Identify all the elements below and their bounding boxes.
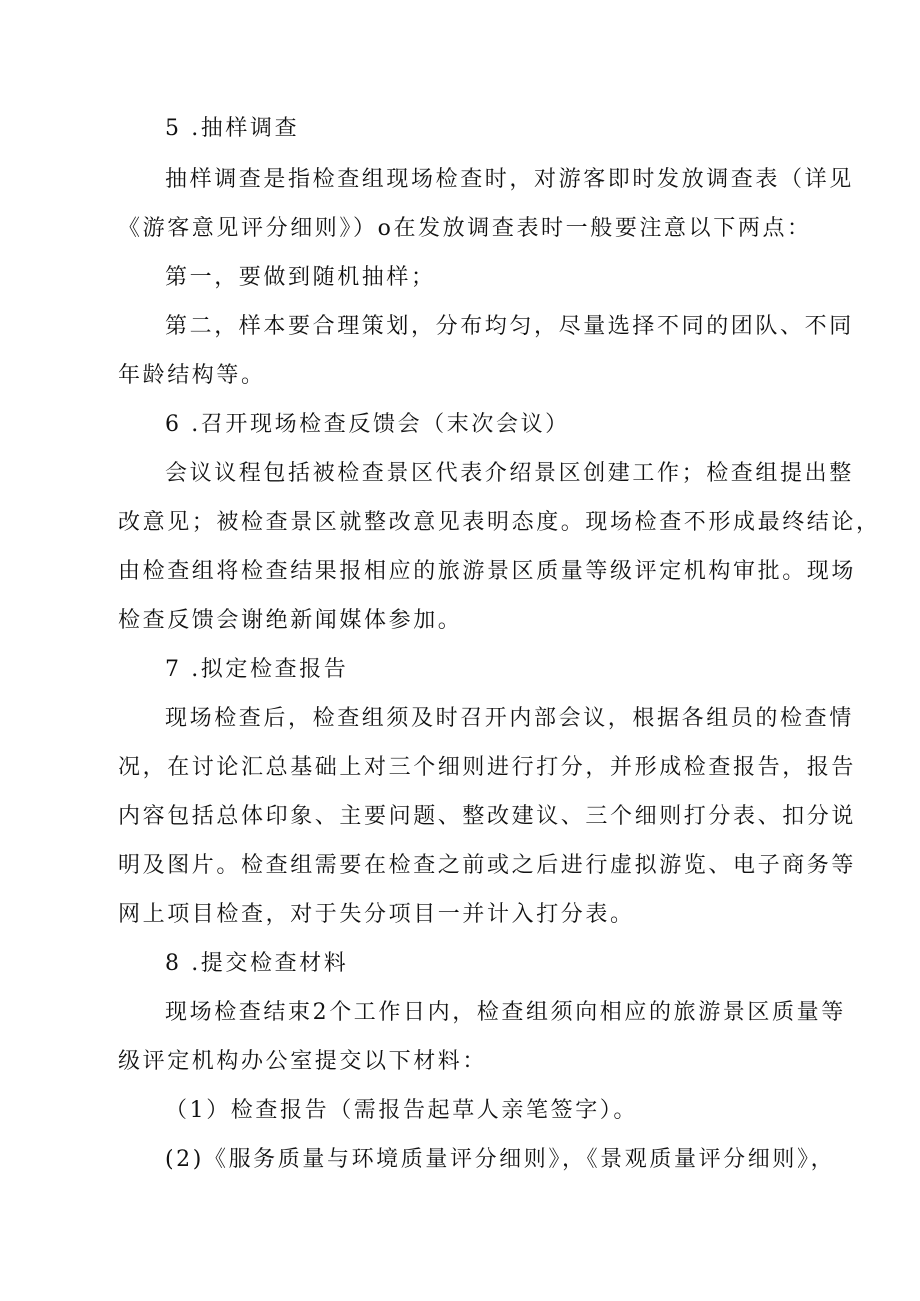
section-heading-7: 7 .拟定检查报告 <box>165 657 349 682</box>
paragraph-line: 级评定机构办公室提交以下材料： <box>118 1049 488 1074</box>
paragraph-line: 年龄结构等。 <box>118 363 266 388</box>
paragraph-line: 现场检查结束2个工作日内，检查组须向相应的旅游景区质量等 <box>165 1000 846 1025</box>
section-heading-6: 6 .召开现场检查反馈会（末次会议） <box>165 412 570 437</box>
paragraph-line: 现场检查后，检查组须及时召开内部会议，根据各组员的检查情 <box>165 706 854 731</box>
paragraph-line: 检查反馈会谢绝新闻媒体参加。 <box>118 608 463 633</box>
list-item-1: （1）检查报告（需报告起草人亲笔签字）。 <box>165 1098 638 1123</box>
paragraph-line: 会议议程包括被检查景区代表介绍景区创建工作；检查组提出整 <box>165 461 854 486</box>
paragraph-line: 第一，要做到随机抽样； <box>165 265 436 290</box>
paragraph-line: 抽样调查是指检查组现场检查时，对游客即时发放调查表（详见 <box>165 167 854 192</box>
list-item-2: (2)《服务质量与环境质量评分细则》，《景观质量评分细则》， <box>165 1147 836 1172</box>
paragraph-line: 由检查组将检查结果报相应的旅游景区质量等级评定机构审批。现场 <box>118 559 857 584</box>
paragraph-line: 《游客意见评分细则》）o在发放调查表时一般要注意以下两点： <box>118 216 812 241</box>
paragraph-line: 明及图片。检查组需要在检查之前或之后进行虚拟游览、电子商务等 <box>118 853 857 878</box>
paragraph-line: 改意见；被检查景区就整改意见表明态度。现场检查不形成最终结论， <box>118 510 881 535</box>
paragraph-line: 内容包括总体印象、主要问题、整改建议、三个细则打分表、扣分说 <box>118 804 857 829</box>
paragraph-line: 况，在讨论汇总基础上对三个细则进行打分，并形成检查报告，报告 <box>118 755 857 780</box>
section-heading-5: 5 .抽样调查 <box>165 116 300 141</box>
paragraph-line: 网上项目检查，对于失分项目一并计入打分表。 <box>118 902 635 927</box>
section-heading-8: 8 .提交检查材料 <box>165 951 349 976</box>
paragraph-line: 第二，样本要合理策划，分布均匀，尽量选择不同的团队、不同 <box>165 314 854 339</box>
